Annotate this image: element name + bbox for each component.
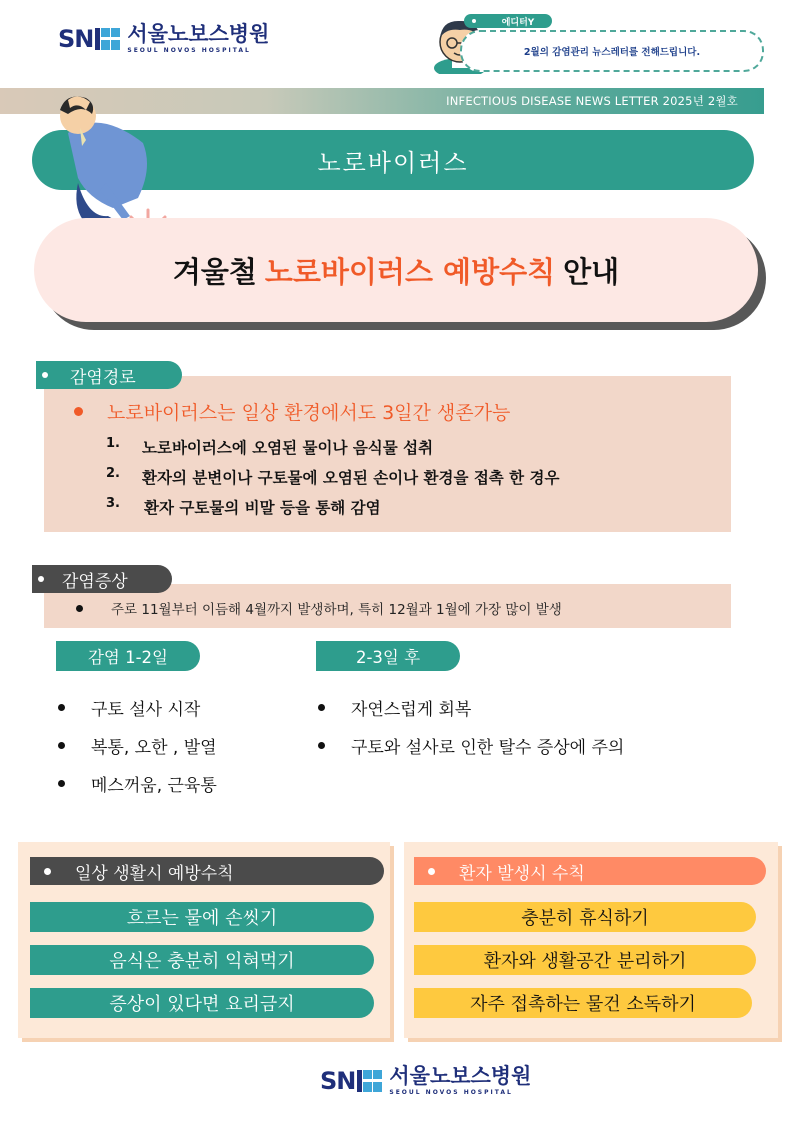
logo-short-text: SN xyxy=(58,25,94,53)
daily-rule-item: 음식은 충분히 익혀먹기 xyxy=(30,945,374,975)
banner-text: INFECTIOUS DISEASE NEWS LETTER 2025년 2월호 xyxy=(446,94,738,108)
early-stage-tab xyxy=(56,641,200,671)
editor-message: 2월의 감염관리 뉴스레터를 전해드립니다. xyxy=(523,47,701,58)
logo-cross-icon xyxy=(95,28,121,50)
later-stage-label: 2-3일 후 xyxy=(355,648,421,667)
editor-label: 에디터Y xyxy=(501,17,535,28)
headline-suffix: 안내 xyxy=(563,254,620,289)
symptom-season-text: 주로 11월부터 이듬해 4월까지 발생하며, 특히 12월과 1월에 가장 많이 발생 xyxy=(111,602,562,618)
footer-logo-mark xyxy=(320,1067,383,1095)
patient-rule-item: 자주 접촉하는 물건 소독하기 xyxy=(414,988,752,1018)
list-item: 복통, 오한 , 발열 xyxy=(58,732,217,758)
daily-rule-item: 증상이 있다면 요리금지 xyxy=(30,988,374,1018)
footer-logo-english: SEOUL NOVOS HOSPITAL xyxy=(389,1089,513,1096)
daily-prevention-label: 일상 생활시 예방수칙 xyxy=(75,863,234,884)
hospital-logo xyxy=(58,24,269,54)
headline-prefix: 겨울철 xyxy=(172,254,257,289)
logo-korean: 서울노보스병원 xyxy=(127,22,270,46)
early-stage-label: 감염 1-2일 xyxy=(87,648,168,667)
headline-pill xyxy=(34,218,758,322)
headline-accent: 노로바이러스 예방수칙 xyxy=(264,254,556,289)
list-item: 구토와 설사로 인한 탈수 증상에 주의 xyxy=(318,732,624,758)
list-item: 3. 환자 구토물의 비말 등을 통해 감염 xyxy=(106,496,381,517)
footer-logo xyxy=(320,1066,531,1096)
symptoms-label: 감염증상 xyxy=(62,571,128,592)
patient-rule-item: 충분히 휴식하기 xyxy=(414,902,756,932)
editor-message-bubble xyxy=(460,30,764,72)
footer-logo-korean: 서울노보스병원 xyxy=(389,1064,532,1088)
later-symptom-list xyxy=(318,694,624,758)
logo-english: SEOUL NOVOS HOSPITAL xyxy=(127,47,251,54)
early-symptom-list xyxy=(58,694,217,796)
patient-rules-header xyxy=(414,857,766,885)
editor-label-tag xyxy=(464,14,552,28)
footer-logo-cross-icon xyxy=(357,1070,383,1092)
infection-route-lead-text: 노로바이러스는 일상 환경에서도 3일간 생존가능 xyxy=(107,402,511,424)
infection-route-label: 감염경로 xyxy=(70,367,136,388)
list-item: 2. 환자의 분변이나 구토물에 오염된 손이나 환경을 접촉 한 경우 xyxy=(106,466,560,487)
infection-route-tab xyxy=(36,361,182,389)
topic-title: 노로바이러스 xyxy=(317,148,469,177)
list-item: 자연스럽게 회복 xyxy=(318,694,624,720)
infection-route-list xyxy=(106,436,560,518)
patient-rules-label: 환자 발생시 수칙 xyxy=(459,863,585,884)
list-item: 메스꺼움, 근육통 xyxy=(58,770,217,796)
patient-rule-item: 환자와 생활공간 분리하기 xyxy=(414,945,756,975)
daily-rule-item: 흐르는 물에 손씻기 xyxy=(30,902,374,932)
infection-route-lead xyxy=(74,398,510,425)
daily-prevention-header xyxy=(30,857,384,885)
list-item: 구토 설사 시작 xyxy=(58,694,217,720)
footer-logo-short-text: SN xyxy=(320,1067,356,1095)
symptoms-tab xyxy=(32,565,172,593)
logo-mark xyxy=(58,25,121,53)
list-item: 1. 노로바이러스에 오염된 물이나 음식물 섭취 xyxy=(106,436,434,457)
symptom-season-note xyxy=(76,598,562,618)
later-stage-tab xyxy=(316,641,460,671)
